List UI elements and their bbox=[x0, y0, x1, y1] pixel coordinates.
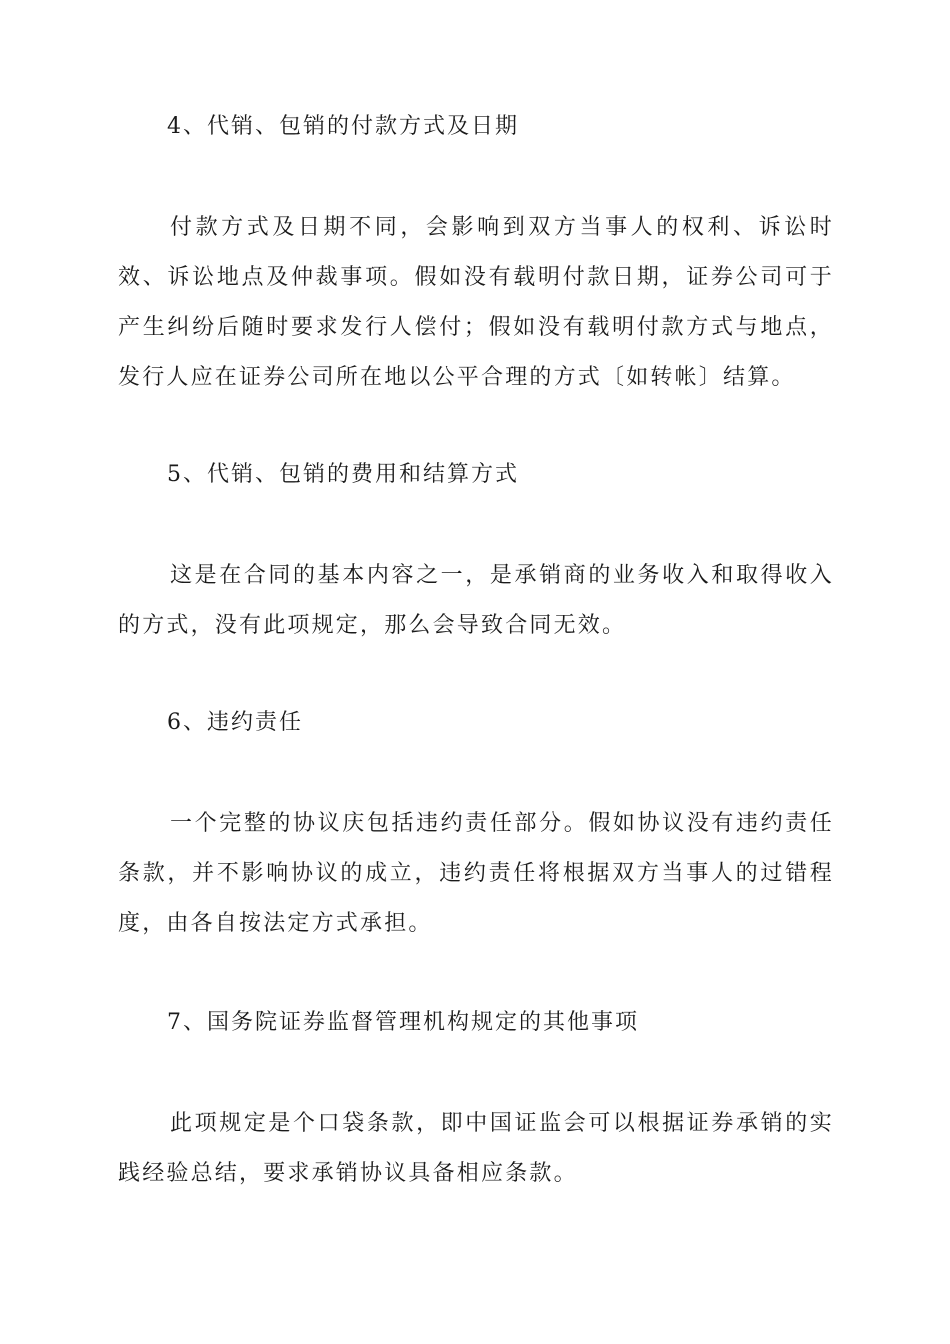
section-body-liability: 一个完整的协议庆包括违约责任部分。假如协议没有违约责任条款，并不影响协议的成立，违约责任将根据双方当事人的过错程度，由各自按法定方式承担。 bbox=[118, 811, 834, 936]
section-body-payment: 付款方式及日期不同，会影响到双方当事人的权利、诉讼时效、诉讼地点及仲裁事项。假如没有载明付款日期，证券公司可于产生纠纷后随时要求发行人偿付；假如没有载明付款方式与地点，发行人应在证券公司所在地以公平合理的方式〔如转帐〕结算。 bbox=[118, 215, 834, 390]
section-heading-liability: 6、违约责任 bbox=[167, 710, 303, 735]
section-heading-fees: 5、代销、包销的费用和结算方式 bbox=[167, 462, 519, 487]
section-heading-other-matters: 7、国务院证券监督管理机构规定的其他事项 bbox=[167, 1010, 639, 1035]
section-heading-payment: 4、代销、包销的付款方式及日期 bbox=[167, 114, 519, 139]
section-body-other-matters: 此项规定是个口袋条款，即中国证监会可以根据证券承销的实践经验总结，要求承销协议具备相应条款。 bbox=[118, 1111, 834, 1186]
section-body-fees: 这是在合同的基本内容之一，是承销商的业务收入和取得收入的方式，没有此项规定，那么会导致合同无效。 bbox=[118, 563, 834, 638]
